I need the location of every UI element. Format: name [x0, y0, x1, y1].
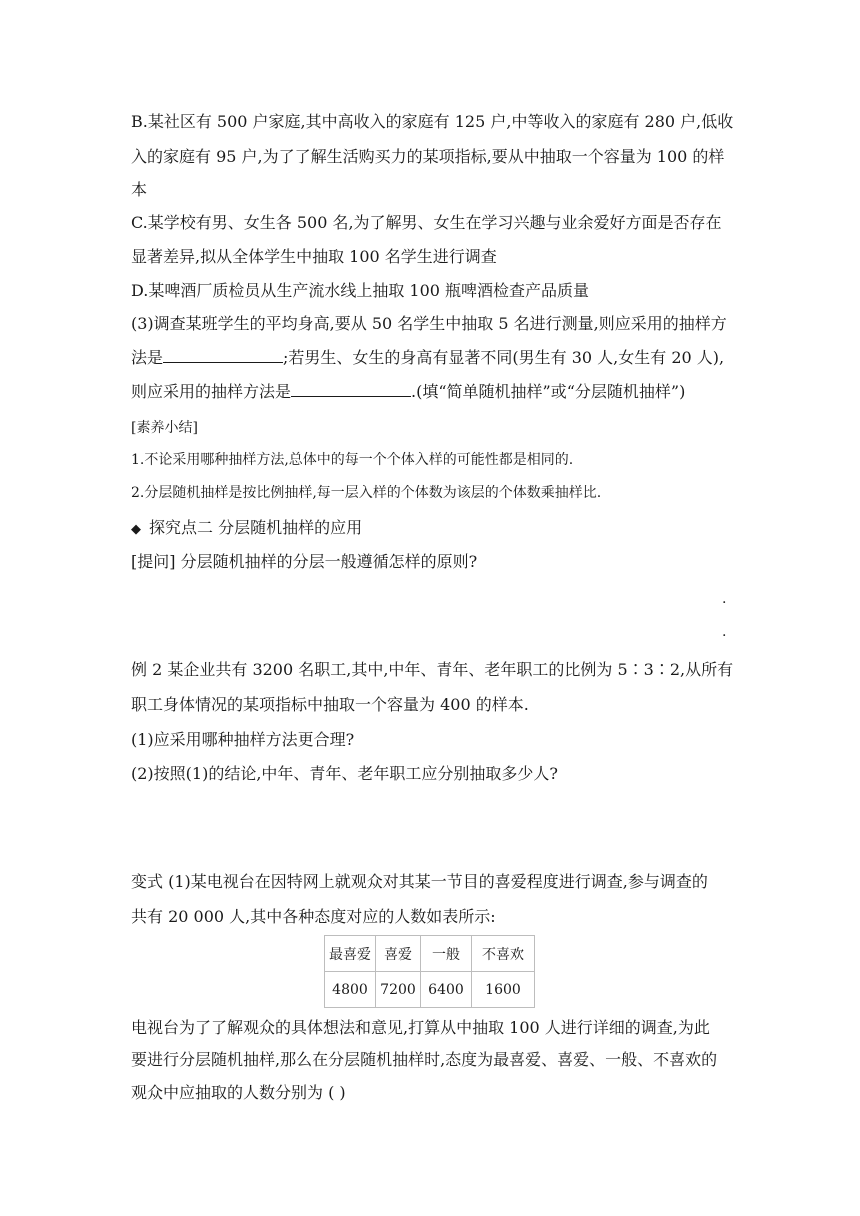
answer-blank-2[interactable] — [291, 382, 411, 397]
table-header-cell: 最喜爱 — [325, 936, 376, 972]
question-3-suffix-2: .(填“简单随机抽样”或“分层随机抽样”) — [411, 382, 686, 401]
option-d-line: D.某啤酒厂质检员从生产流水线上抽取 100 瓶啤酒检查产品质量 — [131, 281, 590, 300]
summary-point-1: 1.不论采用哪种抽样方法,总体中的每一个个体入样的可能性都是相同的. — [131, 452, 574, 468]
answer-blank-1[interactable] — [163, 348, 283, 363]
section-heading — [131, 518, 362, 540]
table-header-cell: 一般 — [421, 936, 472, 972]
option-b-line-2: 入的家庭有 95 户,为了了解生活购买力的某项指标,要从中抽取一个容量为 100 的样 — [131, 147, 725, 166]
attitude-table — [324, 935, 535, 1008]
question-3-line-2 — [131, 348, 724, 368]
option-c-line-1: C.某学校有男、女生各 500 名,为了解男、女生在学习兴趣与业余爱好方面是否存在 — [131, 213, 722, 232]
question-3-prefix-1: 法是 — [131, 348, 164, 367]
option-b-line-3: 本 — [131, 180, 148, 199]
table-cell: 4800 — [325, 972, 376, 1008]
example-2-question-1: (1)应采用哪种抽样方法更合理? — [131, 730, 355, 749]
example-2-line-2: 职工身体情况的某项指标中抽取一个容量为 400 的样本. — [131, 695, 529, 714]
table-cell: 6400 — [421, 972, 472, 1008]
table-header-row — [325, 936, 535, 972]
summary-title: [素养小结] — [131, 420, 198, 436]
table-cell: 7200 — [376, 972, 421, 1008]
dot-mark-2: . — [722, 624, 727, 640]
question-3-prefix-2: 则应采用的抽样方法是 — [131, 382, 292, 401]
example-2-line-1: 例 2 某企业共有 3200 名职工,其中,中年、青年、老年职工的比例为 5∶3∶2,从所有 — [131, 660, 734, 679]
after-table-line-3: 观众中应抽取的人数分别为 ( ) — [131, 1083, 346, 1102]
after-table-line-2: 要进行分层随机抽样,那么在分层随机抽样时,态度为最喜爱、喜爱、一般、不喜欢的 — [131, 1050, 718, 1069]
table-row — [325, 972, 535, 1008]
question-3-suffix-1: ;若男生、女生的身高有显著不同(男生有 30 人,女生有 20 人), — [283, 348, 725, 367]
diamond-icon: ◆ — [131, 522, 141, 537]
summary-point-2: 2.分层随机抽样是按比例抽样,每一层入样的个体数为该层的个体数乘抽样比. — [131, 485, 602, 501]
after-table-line-1: 电视台为了了解观众的具体想法和意见,打算从中抽取 100 人进行详细的调查,为此 — [131, 1018, 710, 1037]
option-b-line-1: B.某社区有 500 户家庭,其中高收入的家庭有 125 户,中等收入的家庭有 280 户,低收 — [131, 112, 734, 131]
example-2-question-2: (2)按照(1)的结论,中年、青年、老年职工应分别抽取多少人? — [131, 764, 558, 783]
question-3-line-3 — [131, 382, 685, 402]
option-c-line-2: 显著差异,拟从全体学生中抽取 100 名学生进行调查 — [131, 247, 497, 266]
variant-line-1: 变式 (1)某电视台在因特网上就观众对其某一节目的喜爱程度进行调查,参与调查的 — [131, 872, 708, 891]
dot-mark-1: . — [722, 591, 727, 607]
table-cell: 1600 — [472, 972, 535, 1008]
variant-line-2: 共有 20 000 人,其中各种态度对应的人数如表所示: — [131, 907, 496, 926]
section-title: 探究点二 分层随机抽样的应用 — [149, 518, 363, 537]
question-3-line-1: (3)调查某班学生的平均身高,要从 50 名学生中抽取 5 名进行测量,则应采用的抽样方 — [131, 314, 727, 333]
table-header-cell: 不喜欢 — [472, 936, 535, 972]
question-prompt: [提问] 分层随机抽样的分层一般遵循怎样的原则? — [131, 552, 478, 571]
table-header-cell: 喜爱 — [376, 936, 421, 972]
